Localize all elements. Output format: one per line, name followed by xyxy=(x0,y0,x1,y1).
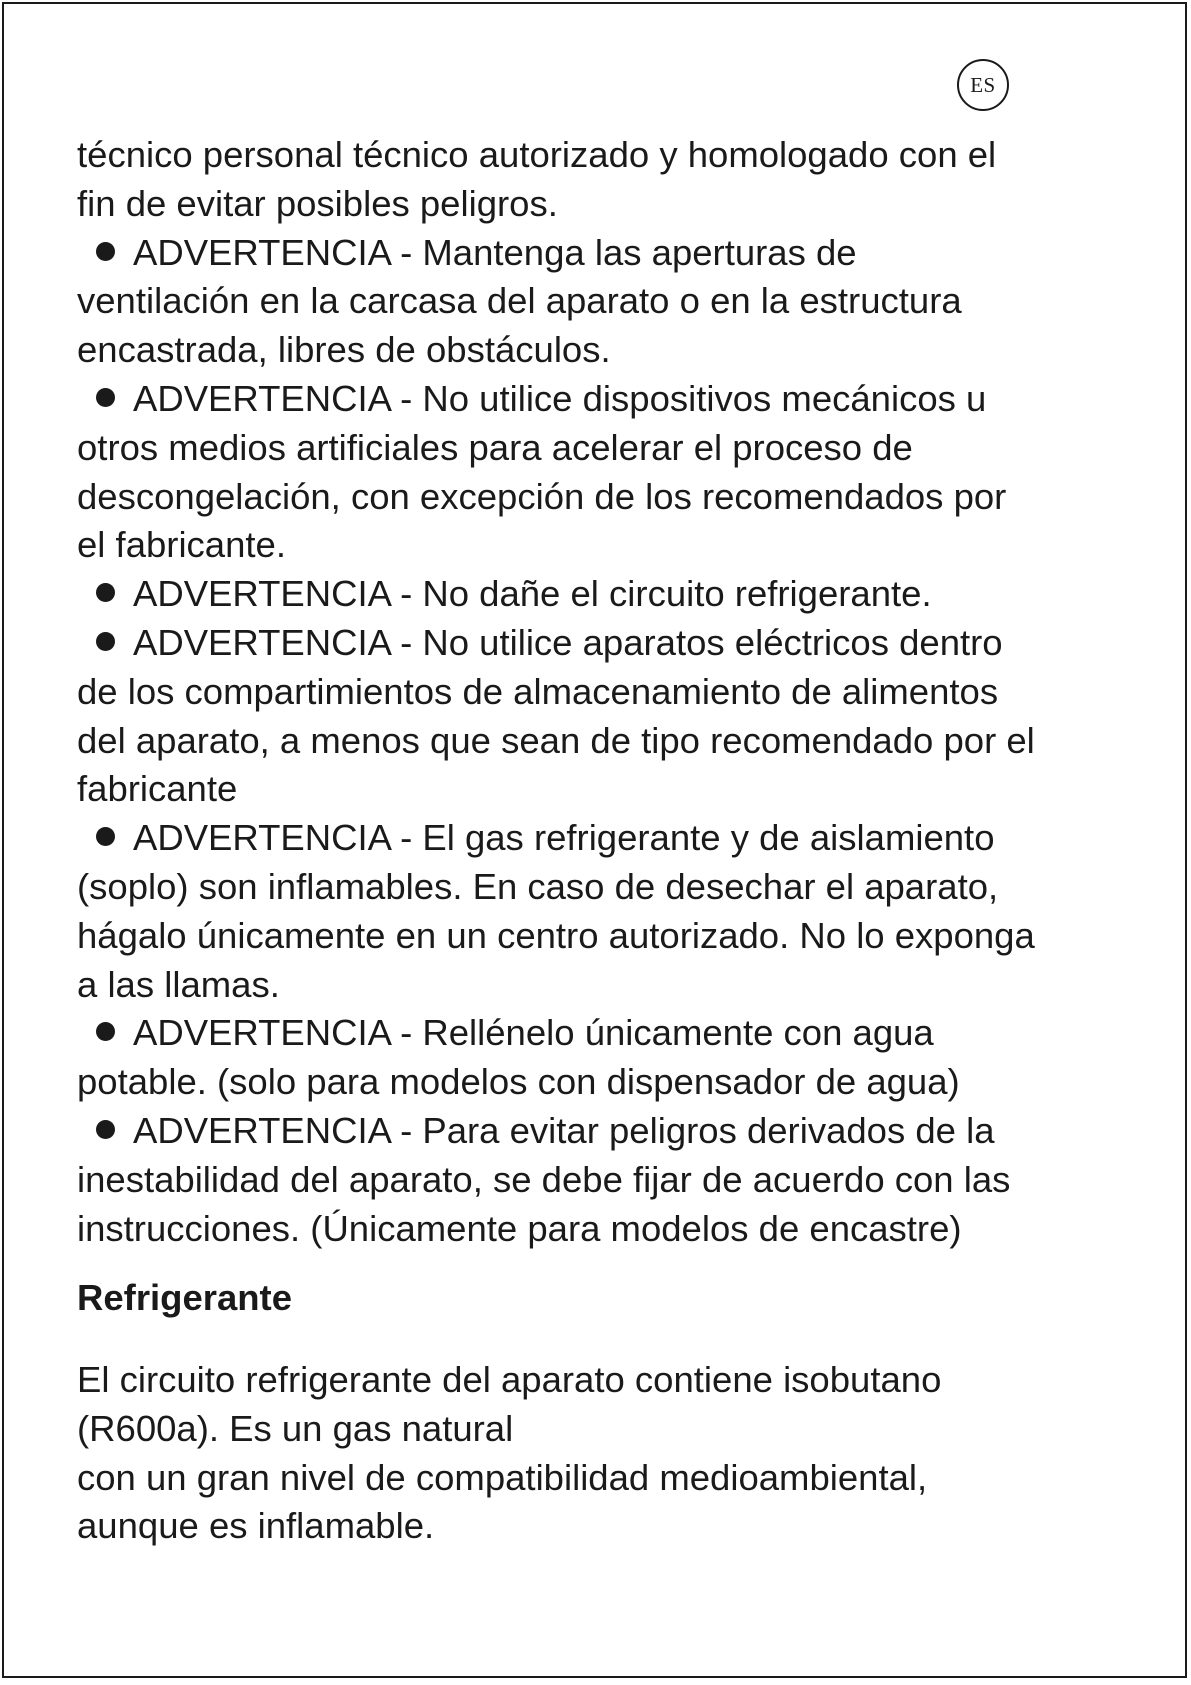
warning-text: ADVERTENCIA - Rellénelo únicamente con agua xyxy=(133,1012,934,1054)
language-badge xyxy=(957,59,1009,111)
warning-text: ADVERTENCIA - No utilice aparatos eléctricos dentro xyxy=(133,621,1003,663)
warning-bullet-line xyxy=(77,814,1137,863)
warning-bullet-line xyxy=(77,375,1137,424)
section-text-line: (R600a). Es un gas natural xyxy=(77,1407,514,1449)
body-text-line: descongelación, con excepción de los recomendados por xyxy=(77,475,1007,517)
warning-text: ADVERTENCIA - Para evitar peligros derivados de la xyxy=(133,1109,995,1151)
section-text-line: El circuito refrigerante del aparato contiene isobutano xyxy=(77,1359,942,1400)
body-text-line: encastrada, libres de obstáculos. xyxy=(77,329,611,371)
language-badge-label: ES xyxy=(970,72,996,97)
warnings-list xyxy=(77,131,1137,1253)
body-text-line: potable. (solo para modelos con dispensador de agua) xyxy=(77,1061,960,1103)
body-text-line: hágalo únicamente en un centro autorizado. No lo exponga xyxy=(77,914,1035,956)
bullet-dot-icon xyxy=(96,632,115,651)
bullet-dot-icon xyxy=(96,388,115,407)
body-text-line: fin de evitar posibles peligros. xyxy=(77,182,558,224)
warning-bullet-line xyxy=(77,619,1137,668)
body-text-line: técnico personal técnico autorizado y homologado con el xyxy=(77,134,997,175)
warning-bullet-line xyxy=(77,1107,1137,1156)
body-text-line: de los compartimientos de almacenamiento de alimentos xyxy=(77,670,999,712)
bullet-dot-icon xyxy=(96,1120,115,1139)
body-text-line: el fabricante. xyxy=(77,524,286,566)
warning-text: ADVERTENCIA - Mantenga las aperturas de xyxy=(133,231,857,273)
bullet-dot-icon xyxy=(96,583,115,602)
section-heading: Refrigerante xyxy=(77,1277,293,1318)
warning-bullet-line xyxy=(77,1009,1137,1058)
body-text-line: inestabilidad del aparato, se debe fijar de acuerdo con las xyxy=(77,1158,1011,1200)
warning-bullet-line xyxy=(77,570,1137,619)
section-text-line: con un gran nivel de compatibilidad medioambiental, xyxy=(77,1456,928,1498)
section-text-line: aunque es inflamable. xyxy=(77,1505,435,1547)
body-text-line: ventilación en la carcasa del aparato o en la estructura xyxy=(77,280,962,322)
warning-text: ADVERTENCIA - No utilice dispositivos mecánicos u xyxy=(133,377,987,419)
bullet-dot-icon xyxy=(96,242,115,261)
body-text-line: instrucciones. (Únicamente para modelos de encastre) xyxy=(77,1207,962,1249)
body-text-line: del aparato, a menos que sean de tipo recomendado por el xyxy=(77,719,1035,761)
body-text-line: a las llamas. xyxy=(77,963,280,1005)
warning-text: ADVERTENCIA - No dañe el circuito refrigerante. xyxy=(133,573,932,615)
document-content xyxy=(77,131,1137,1547)
body-text-line: (soplo) son inflamables. En caso de desechar el aparato, xyxy=(77,865,999,907)
warning-bullet-line xyxy=(77,229,1137,278)
bullet-dot-icon xyxy=(96,827,115,846)
bullet-dot-icon xyxy=(96,1022,115,1041)
body-text-line: otros medios artificiales para acelerar el proceso de xyxy=(77,426,913,468)
section-paragraph xyxy=(77,1356,941,1551)
body-text-line: fabricante xyxy=(77,768,238,810)
warning-text: ADVERTENCIA - El gas refrigerante y de aislamiento xyxy=(133,817,995,859)
